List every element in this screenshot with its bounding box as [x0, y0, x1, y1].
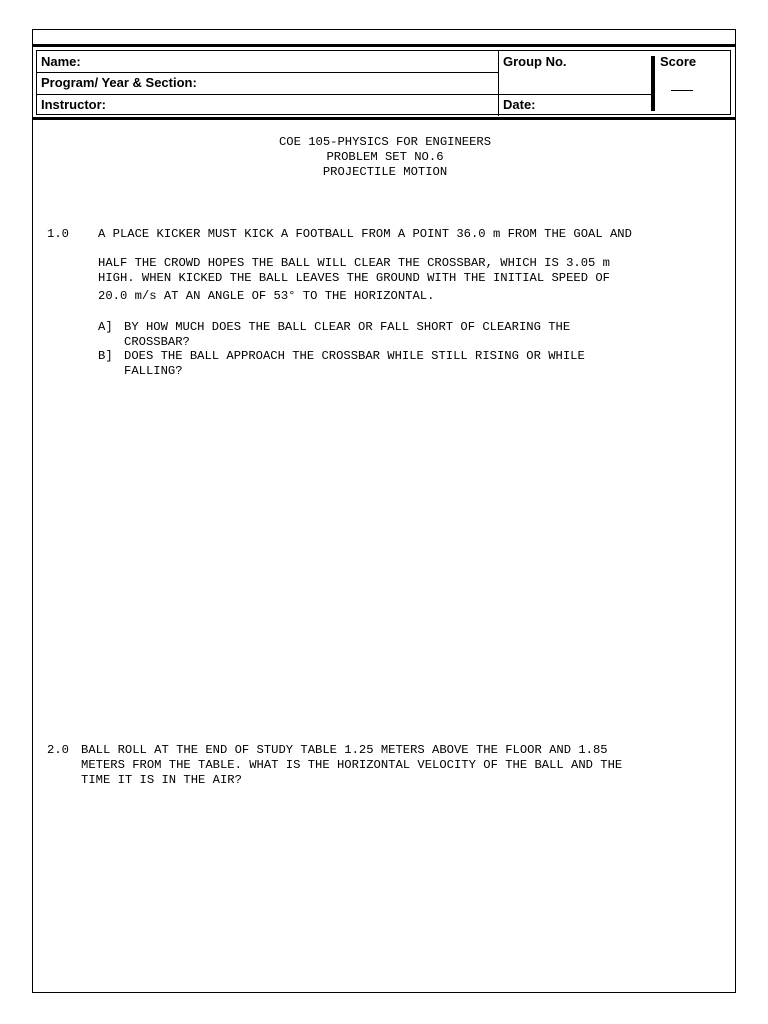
sub-question-b-label: B]	[98, 349, 113, 363]
problem-1-number: 1.0	[47, 227, 69, 241]
sub-question-b-text: FALLING?	[124, 364, 183, 378]
problem-1-text-line: HALF THE CROWD HOPES THE BALL WILL CLEAR THE CROSSBAR, WHICH IS 3.05 m	[98, 256, 610, 270]
sub-question-a-label: A]	[98, 320, 113, 334]
sub-question-a-text: CROSSBAR?	[124, 335, 190, 349]
problem-2-text-line: METERS FROM THE TABLE. WHAT IS THE HORIZONTAL VELOCITY OF THE BALL AND THE	[81, 758, 623, 772]
problem-2-text-line: BALL ROLL AT THE END OF STUDY TABLE 1.25 METERS ABOVE THE FLOOR AND 1.85	[81, 743, 608, 757]
problem-1-text-line: A PLACE KICKER MUST KICK A FOOTBALL FROM A POINT 36.0 m FROM THE GOAL AND	[98, 227, 632, 241]
score-dash	[671, 90, 693, 91]
header-block	[33, 44, 735, 120]
score-divider	[651, 56, 655, 111]
problem-2-number: 2.0	[47, 743, 69, 757]
problem-1-text-line: 20.0 m/s AT AN ANGLE OF 53° TO THE HORIZONTAL.	[98, 289, 435, 303]
sub-question-b-text: DOES THE BALL APPROACH THE CROSSBAR WHILE STILL RISING OR WHILE	[124, 349, 585, 363]
program-label: Program/ Year & Section:	[41, 75, 197, 90]
problem-set-title: PROBLEM SET NO.6	[326, 150, 444, 164]
problem-2-text-line: TIME IT IS IN THE AIR?	[81, 773, 242, 787]
instructor-label: Instructor:	[41, 97, 106, 112]
worksheet-page	[32, 29, 736, 993]
course-title: COE 105-PHYSICS FOR ENGINEERS	[278, 135, 492, 149]
topic-title: PROJECTILE MOTION	[322, 165, 448, 179]
group-label: Group No.	[503, 54, 567, 69]
name-label: Name:	[41, 54, 81, 69]
score-label: Score	[660, 54, 697, 69]
problem-1-text-line: HIGH. WHEN KICKED THE BALL LEAVES THE GROUND WITH THE INITIAL SPEED OF	[98, 271, 610, 285]
date-label: Date:	[503, 97, 536, 112]
sub-question-a-text: BY HOW MUCH DOES THE BALL CLEAR OR FALL SHORT OF CLEARING THE	[124, 320, 571, 334]
header-table	[36, 50, 731, 115]
